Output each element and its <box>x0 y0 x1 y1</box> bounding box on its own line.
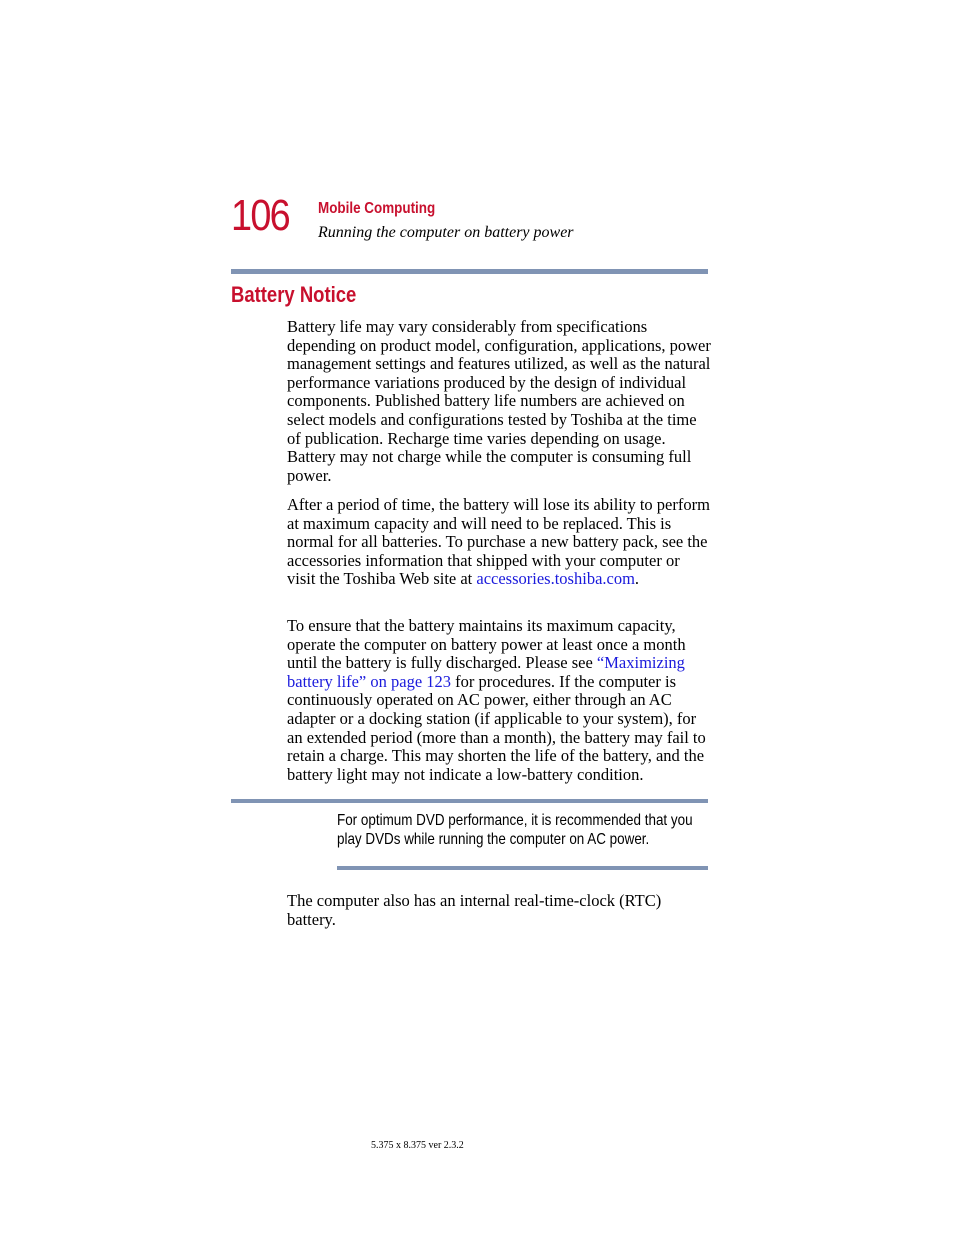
paragraph-text: for procedures. If the computer is continuously operated on AC power, either through an AC adapter or a docking station (if applicable to your system), for an extended period (more than a month), the battery may fail to retain a charge. This may shorten the life of the battery, and the battery light may not indicate a low-battery condition. <box>287 671 706 784</box>
section-subtitle: Running the computer on battery power <box>318 224 574 241</box>
version-footer: 5.375 x 8.375 ver 2.3.2 <box>371 1140 464 1151</box>
note-bottom-divider <box>337 866 708 870</box>
note-top-divider <box>231 799 708 803</box>
chapter-title: Mobile Computing <box>318 200 436 217</box>
page-number: 106 <box>231 191 289 240</box>
top-divider <box>231 269 708 274</box>
accessories-link[interactable]: accessories.toshiba.com <box>476 569 635 589</box>
paragraph-battery-replacement <box>287 496 712 589</box>
paragraph-battery-life: Battery life may vary considerably from specifications depending on product model, configuration, applications, power management settings and features utilized, as well as the natural performance variations produced by the design of individual components. Published battery life numbers are achieved on select models and configurations tested by Toshiba at the time of publication. Recharge time varies depending on usage. Battery may not charge while the computer is consuming full power. <box>287 317 711 485</box>
page-heading: Battery Notice <box>231 282 357 307</box>
paragraph-battery-maintenance <box>287 617 712 784</box>
paragraph-rtc-battery: The computer also has an internal real-time-clock (RTC) battery. <box>287 891 662 929</box>
maximizing-battery-life-link[interactable]: “Maximizing battery life” on page 123 <box>287 653 685 691</box>
dvd-note: For optimum DVD performance, it is recommended that you play DVDs while running the computer on AC power. <box>337 812 693 848</box>
paragraph-end: . <box>634 569 640 589</box>
paragraph-text: To ensure that the battery maintains its maximum capacity, operate the computer on battery power at least once a month until the battery is fully discharged. Please see <box>287 616 686 673</box>
paragraph-text: After a period of time, the battery will lose its ability to perform at maximum capacity and will need to be replaced. This is normal for all batteries. To purchase a new battery pack, see the accessories information that shipped with your computer or visit the Toshiba Web site at <box>287 495 710 589</box>
